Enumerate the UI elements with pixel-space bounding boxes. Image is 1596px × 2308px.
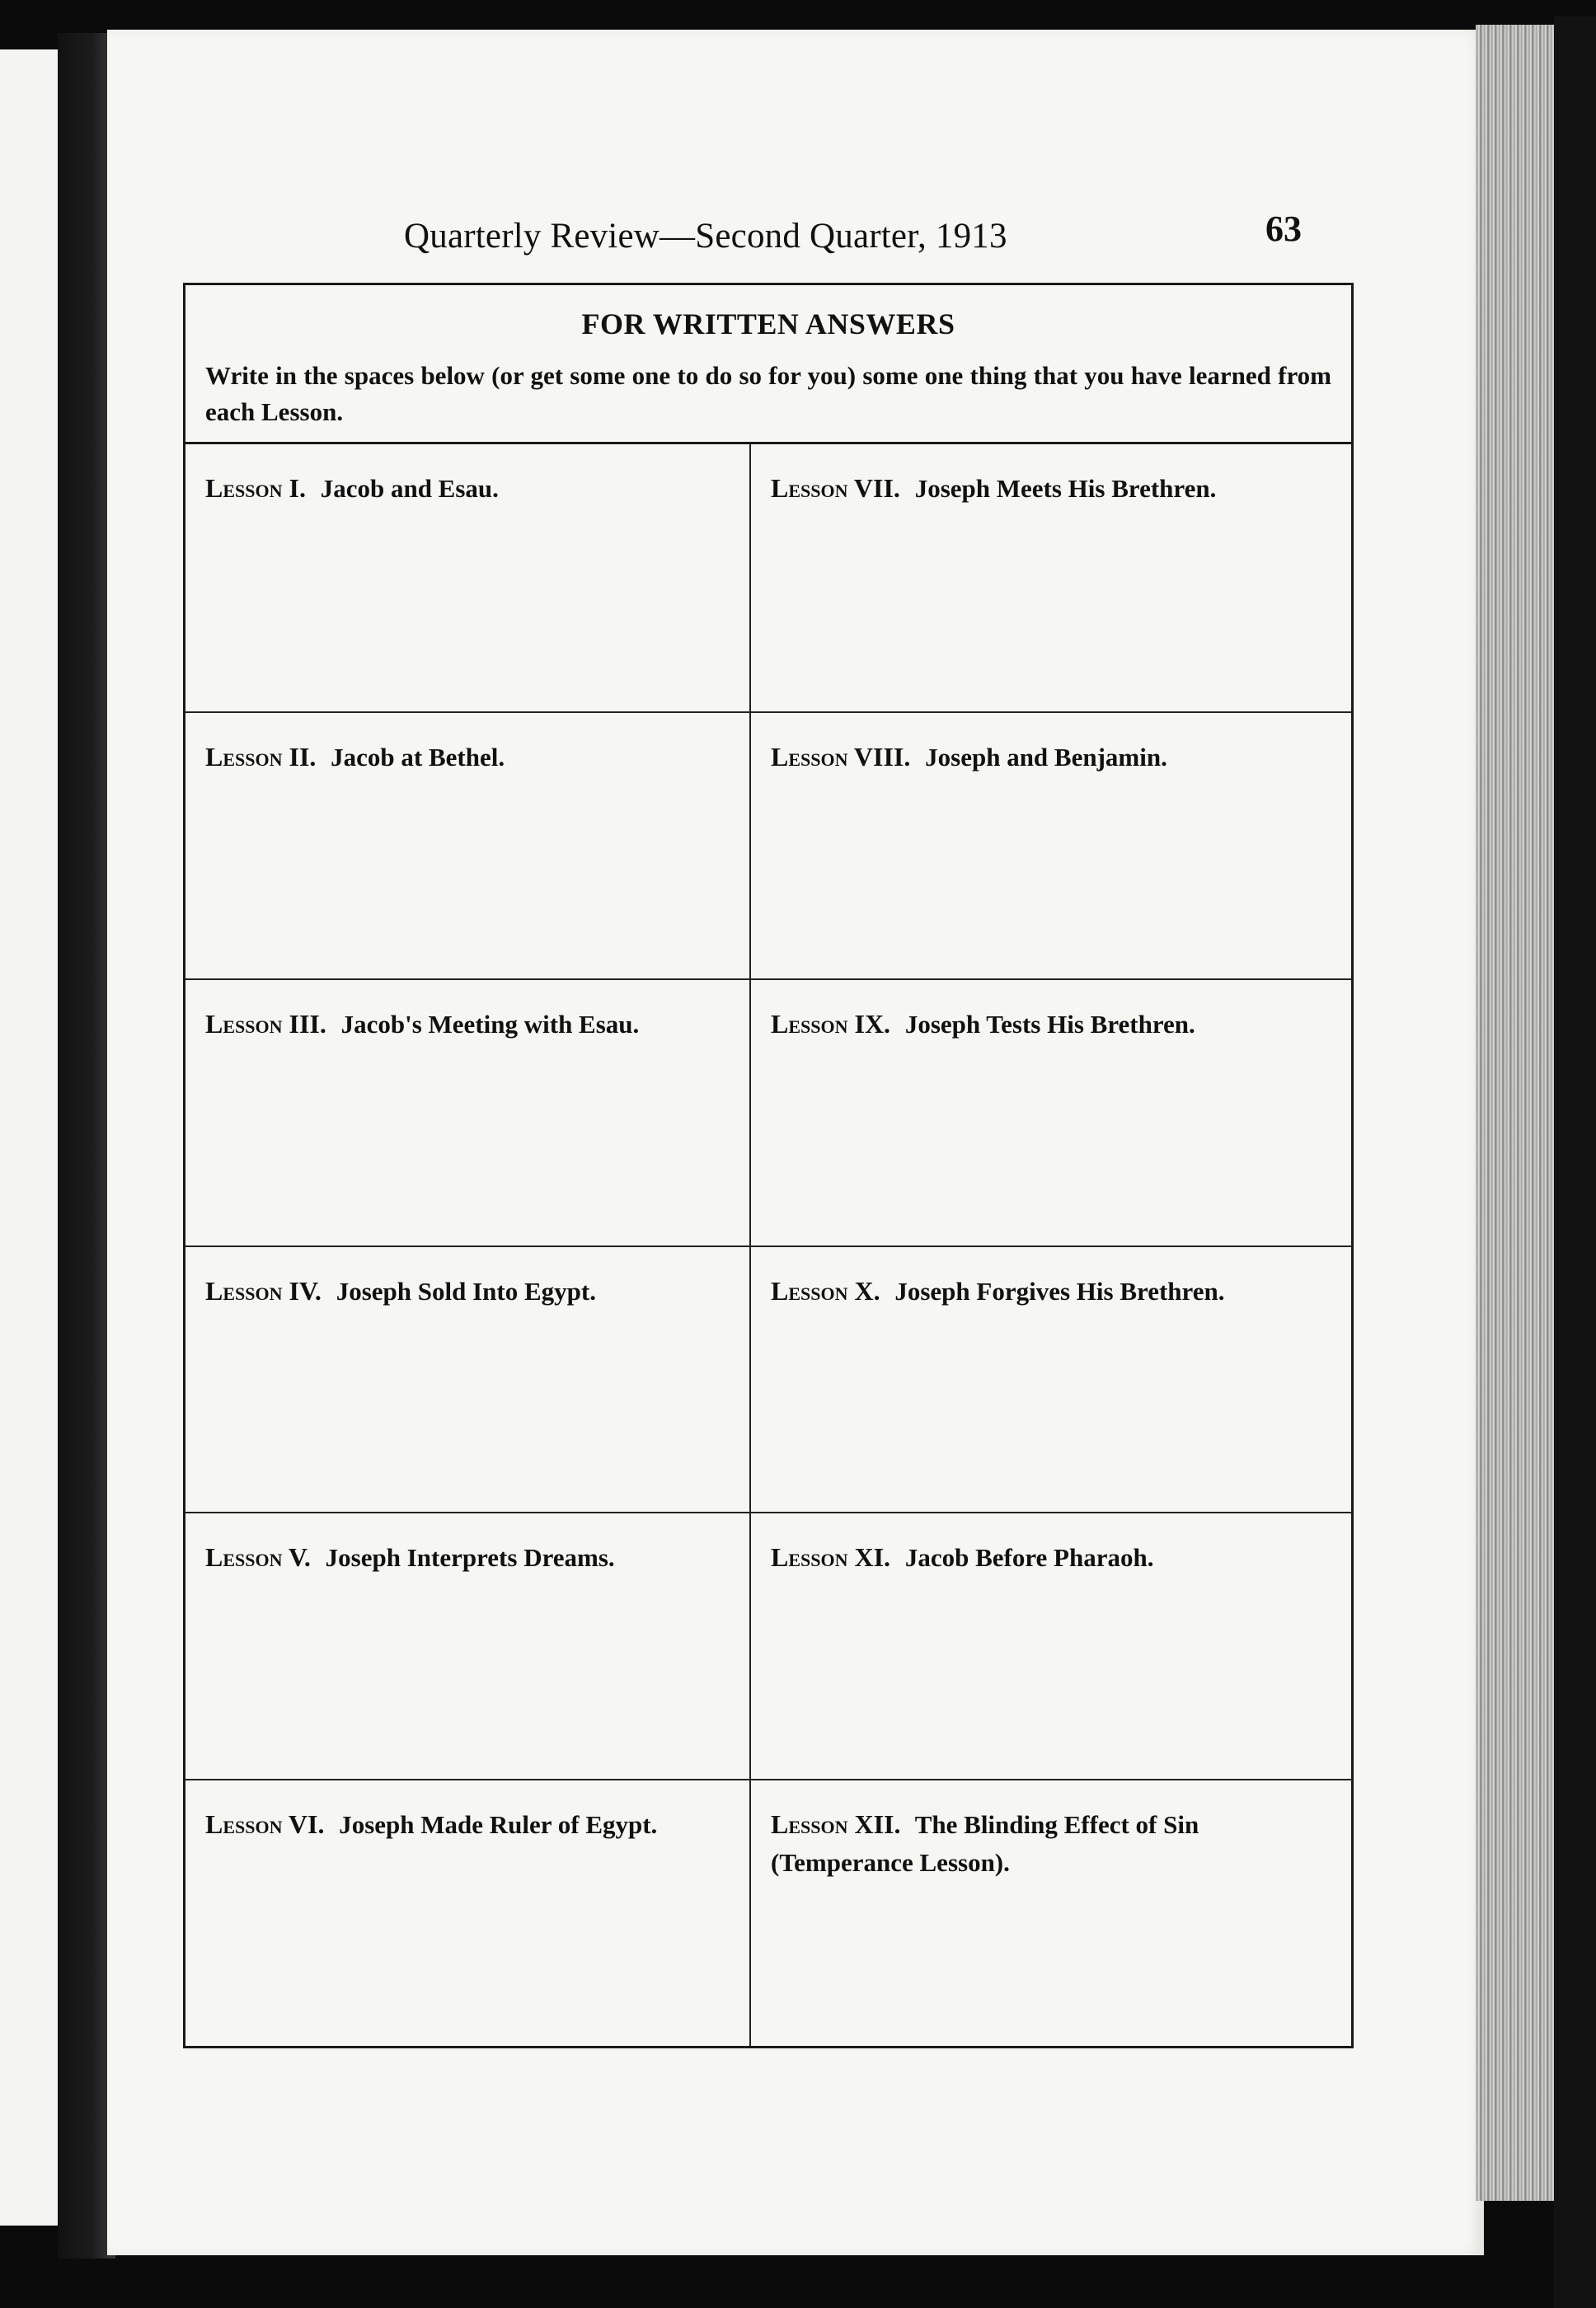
lesson-title: Joseph Interprets Dreams.	[325, 1543, 615, 1573]
lesson-cell-12[interactable]	[751, 1779, 1351, 2046]
lesson-title: Jacob's Meeting with Esau.	[340, 1009, 640, 1039]
lesson-cell-4[interactable]	[185, 1245, 751, 1513]
lesson-title: Joseph and Benjamin.	[925, 742, 1167, 772]
written-answers-form	[183, 283, 1354, 2048]
lesson-label: Lesson XI.	[771, 1542, 891, 1573]
facing-page-edge	[0, 49, 58, 2226]
lesson-cell-10[interactable]	[751, 1245, 1351, 1513]
page-edges	[1476, 25, 1554, 2201]
lesson-title: Joseph Sold Into Egypt.	[336, 1276, 596, 1306]
lesson-title: Jacob and Esau.	[320, 474, 499, 503]
lesson-cell-8[interactable]	[751, 711, 1351, 978]
running-title: Quarterly Review—Second Quarter, 1913	[404, 217, 1007, 256]
lesson-cell-6[interactable]	[185, 1779, 751, 2046]
lesson-label: Lesson V.	[205, 1542, 311, 1573]
lesson-grid	[185, 442, 1351, 2046]
lesson-cell-5[interactable]	[185, 1512, 751, 1779]
lesson-cell-3[interactable]	[185, 978, 751, 1245]
lesson-label: Lesson IV.	[205, 1275, 322, 1306]
lesson-title: Jacob at Bethel.	[331, 742, 505, 772]
lesson-label: Lesson IX.	[771, 1008, 891, 1039]
lesson-title: The Blinding Effect of Sin (Temperance Lesson).	[771, 1810, 1199, 1878]
lesson-cell-9[interactable]	[751, 978, 1351, 1245]
page-number: 63	[1265, 209, 1302, 249]
lesson-label: Lesson VI.	[205, 1809, 325, 1840]
lesson-label: Lesson VIII.	[771, 741, 911, 772]
lesson-cell-11[interactable]	[751, 1512, 1351, 1779]
lesson-label: Lesson III.	[205, 1008, 326, 1039]
lesson-title: Joseph Forgives His Brethren.	[894, 1276, 1225, 1306]
lesson-label: Lesson II.	[205, 741, 317, 772]
lesson-label: Lesson VII.	[771, 473, 900, 503]
lesson-title: Joseph Meets His Brethren.	[914, 474, 1217, 503]
lesson-label: Lesson X.	[771, 1275, 880, 1306]
scan-border	[1554, 16, 1596, 2308]
lesson-cell-1[interactable]	[185, 444, 751, 711]
form-instructions: Write in the spaces below (or get some one to do so for you) some one thing that you have learned from each Lesson.	[205, 361, 1331, 426]
lesson-title: Joseph Made Ruler of Egypt.	[339, 1810, 658, 1840]
lesson-cell-7[interactable]	[751, 444, 1351, 711]
lesson-title: Jacob Before Pharaoh.	[904, 1543, 1154, 1573]
form-title: FOR WRITTEN ANSWERS	[581, 307, 955, 340]
lesson-cell-2[interactable]	[185, 711, 751, 978]
lesson-label: Lesson XII.	[771, 1809, 901, 1840]
lesson-label: Lesson I.	[205, 473, 306, 503]
lesson-title: Joseph Tests His Brethren.	[904, 1009, 1195, 1039]
